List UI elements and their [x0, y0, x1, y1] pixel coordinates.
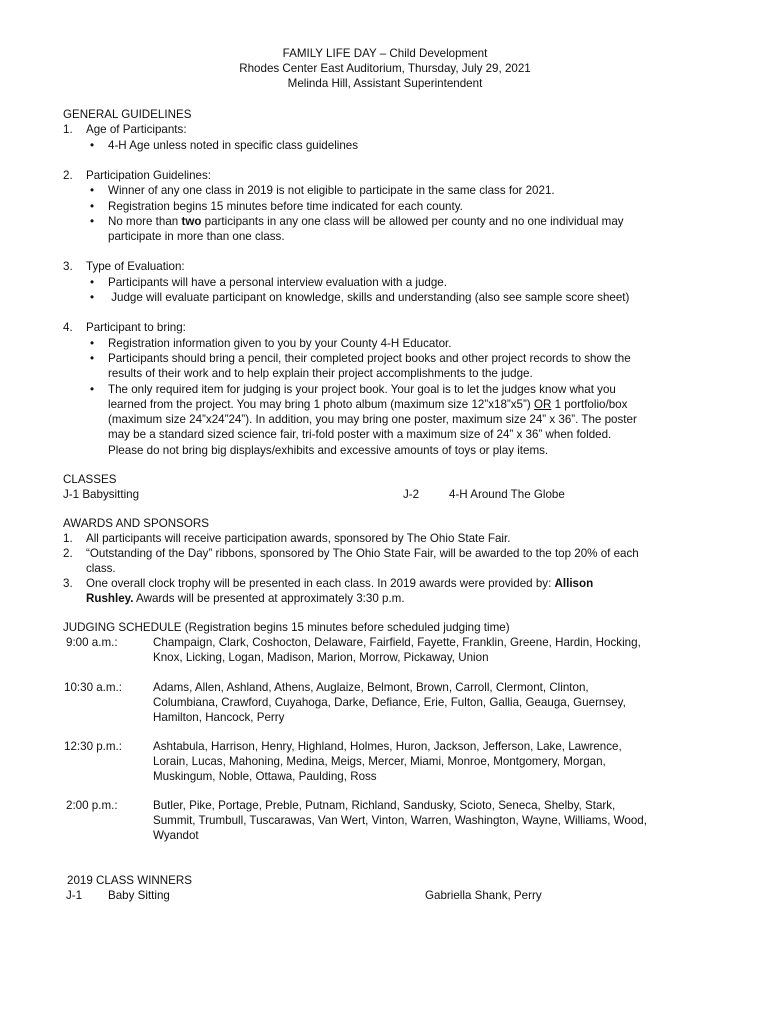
winners-heading: 2019 CLASS WINNERS [67, 874, 193, 887]
county-line: Lorain, Lucas, Mahoning, Medina, Meigs, Mercer, Miami, Monroe, Montgomery, Morgan, [153, 755, 606, 769]
award-text: “Outstanding of the Day” ribbons, sponsored by The Ohio State Fair, will be awarded to the top 20% of each [86, 547, 639, 560]
county-line: Knox, Licking, Logan, Madison, Marion, Morrow, Pickaway, Union [153, 651, 489, 665]
county-line: Summit, Trumbull, Tuscarawas, Van Wert, Vinton, Warren, Washington, Wayne, Williams, Wood, [153, 814, 647, 828]
bullet-icon: • [90, 215, 95, 228]
bullet-icon: • [90, 139, 95, 152]
bold-text: Rushley. [86, 592, 134, 605]
bullet-icon: • [90, 184, 95, 197]
class-j2-code: J-2 [403, 488, 420, 501]
county-line: Adams, Allen, Ashland, Athens, Auglaize, Belmont, Brown, Carroll, Clermont, Clinton, [153, 681, 589, 694]
awards-heading: AWARDS AND SPONSORS [63, 517, 210, 530]
winner-name: Gabriella Shank, Perry [425, 889, 542, 902]
slot-time: 12:30 p.m.: [64, 740, 123, 753]
class-j1: J-1 Babysitting [63, 488, 140, 501]
guideline-title: Participation Guidelines: [86, 169, 212, 182]
award-number: 3. [63, 577, 73, 590]
guideline-number: 2. [63, 169, 73, 182]
bullet-text: Winner of any one class in 2019 is not eligible to participate in the same class for 2021. [108, 184, 555, 197]
header-superintendent: Melinda Hill, Assistant Superintendent [287, 77, 483, 91]
bold-text: two [181, 215, 202, 228]
award-item-3-continuation [0, 591, 770, 606]
bullet-icon: • [90, 337, 95, 350]
county-line: Columbiana, Crawford, Cuyahoga, Darke, Defiance, Erie, Fulton, Gallia, Geauga, Guernsey, [153, 696, 626, 710]
winner-class-code: J-1 [66, 889, 83, 902]
bullet-text: Please do not bring big displays/exhibits and excessive amounts of toys or play items. [108, 444, 549, 457]
header-location: Rhodes Center East Auditorium, Thursday, July 29, 2021 [239, 62, 531, 76]
winner-class-name: Baby Sitting [108, 889, 170, 902]
award-text: Rushley. Awards will be presented at approximately 3:30 p.m. [86, 592, 405, 605]
award-text: class. [86, 562, 116, 575]
slot-counties [153, 680, 713, 726]
bullet-icon: • [90, 200, 95, 213]
schedule-heading: JUDGING SCHEDULE (Registration begins 15 minutes before scheduled judging time) [63, 621, 510, 634]
guideline-bullet-continuation [0, 366, 770, 381]
guideline-bullet [0, 336, 770, 351]
bold-text: Allison [554, 577, 594, 590]
bullet-icon: • [90, 383, 95, 396]
guideline-item-4 [0, 320, 770, 335]
slot-time: 9:00 a.m.: [66, 636, 118, 649]
schedule-slot [0, 739, 770, 786]
bullet-text: may be a standard sized science fair, tri-fold poster with a maximum size of 24” x 36” when folded. [108, 428, 612, 441]
bullet-text: (maximum size 24”x24”24”). In addition, you may bring one poster, maximum size 24” x 36”. The poster [108, 413, 637, 426]
bullet-text: Registration information given to you by your County 4-H Educator. [108, 337, 452, 350]
guideline-bullet [0, 199, 770, 214]
guideline-bullet [0, 290, 770, 305]
bullet-icon: • [90, 352, 95, 365]
class-j2-name: 4-H Around The Globe [449, 488, 565, 501]
guideline-bullet [0, 382, 770, 397]
guideline-bullet [0, 183, 770, 198]
guideline-bullet [0, 138, 770, 153]
slot-counties [153, 798, 713, 844]
county-line: Hamilton, Hancock, Perry [153, 711, 285, 725]
award-number: 2. [63, 547, 73, 560]
award-item-2 [0, 546, 770, 561]
winner-row [0, 888, 770, 903]
guideline-bullet [0, 214, 770, 229]
bullet-text: learned from the project. You may bring 1 photo album (maximum size 12”x18”x5”) OR 1 portfolio/box [108, 398, 628, 411]
guideline-number: 3. [63, 260, 73, 273]
bullet-text: No more than two participants in any one class will be allowed per county and no one individual may [108, 215, 624, 228]
underlined-text: OR [533, 398, 552, 411]
award-item-3 [0, 576, 770, 591]
bullet-text: The only required item for judging is your project book. Your goal is to let the judges know what you [108, 383, 616, 396]
guideline-item-3 [0, 259, 770, 274]
classes-row [0, 487, 770, 502]
guideline-title: Type of Evaluation: [86, 260, 185, 273]
award-text: All participants will receive participation awards, sponsored by The Ohio State Fair. [86, 532, 511, 545]
slot-time: 10:30 a.m.: [64, 681, 123, 694]
guideline-number: 1. [63, 123, 73, 136]
guideline-bullet-continuation [0, 397, 770, 412]
award-item-2-continuation [0, 561, 770, 576]
slot-counties [153, 635, 713, 665]
guideline-bullet [0, 275, 770, 290]
award-text: One overall clock trophy will be presented in each class. In 2019 awards were provided by: Allison [86, 577, 594, 590]
guideline-bullet-continuation [0, 229, 770, 244]
guideline-item-1 [0, 122, 770, 137]
guideline-bullet [0, 351, 770, 366]
county-line: Muskingum, Noble, Ottawa, Paulding, Ross [153, 770, 377, 784]
bullet-text: Judge will evaluate participant on knowledge, skills and understanding (also see sample score sheet) [108, 291, 630, 304]
guideline-bullet-continuation [0, 412, 770, 427]
guideline-title: Age of Participants: [86, 123, 187, 136]
document-header [0, 46, 770, 92]
guideline-number: 4. [63, 321, 73, 334]
schedule-slot [0, 798, 770, 845]
guideline-item-2 [0, 168, 770, 183]
classes-heading: CLASSES [63, 473, 117, 486]
county-line: Ashtabula, Harrison, Henry, Highland, Holmes, Huron, Jackson, Jefferson, Lake, Lawrence, [153, 740, 622, 753]
county-line: Butler, Pike, Portage, Preble, Putnam, Richland, Sandusky, Scioto, Seneca, Shelby, Stark, [153, 799, 616, 812]
guideline-bullet-continuation [0, 427, 770, 442]
bullet-text: results of their work and to help explain their project accomplishments to the judge. [108, 367, 533, 380]
bullet-text: Participants will have a personal interview evaluation with a judge. [108, 276, 447, 289]
slot-counties [153, 739, 713, 785]
bullet-icon: • [90, 276, 95, 289]
award-item-1 [0, 531, 770, 546]
guideline-title: Participant to bring: [86, 321, 186, 334]
bullet-text: Registration begins 15 minutes before time indicated for each county. [108, 200, 463, 213]
bullet-text: Participants should bring a pencil, their completed project books and other project records to show the [108, 352, 631, 365]
bullet-icon: • [90, 291, 95, 304]
schedule-slot [0, 680, 770, 727]
guideline-bullet-continuation [0, 443, 770, 458]
award-number: 1. [63, 532, 73, 545]
county-line: Wyandot [153, 829, 199, 843]
county-line: Champaign, Clark, Coshocton, Delaware, Fairfield, Fayette, Franklin, Greene, Hardin, Hocking, [153, 636, 641, 649]
schedule-slot [0, 635, 770, 667]
header-title: FAMILY LIFE DAY – Child Development [282, 47, 488, 60]
slot-time: 2:00 p.m.: [66, 799, 118, 812]
bullet-text: participate in more than one class. [108, 230, 285, 243]
bullet-text: 4-H Age unless noted in specific class guidelines [108, 139, 359, 152]
guidelines-heading: GENERAL GUIDELINES [63, 108, 192, 121]
